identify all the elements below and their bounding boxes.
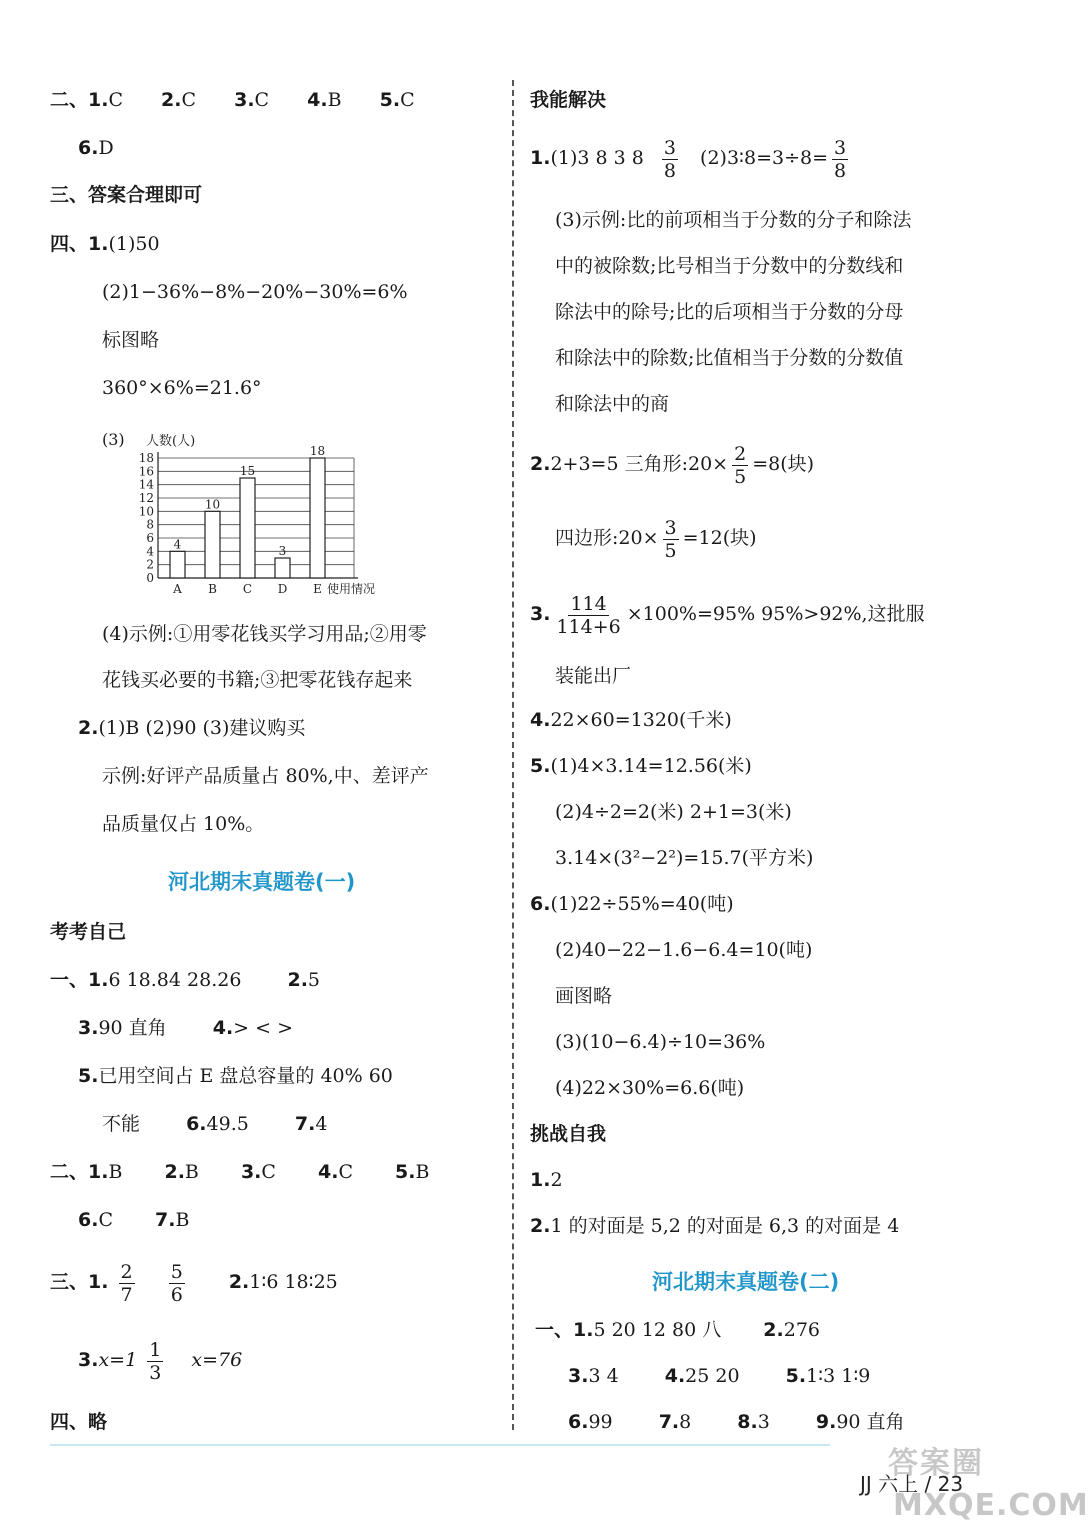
y-tick-label: 8 bbox=[146, 517, 154, 532]
bar-value-label: 10 bbox=[204, 497, 221, 512]
ans: 99 bbox=[588, 1411, 613, 1433]
ans: (2)3∶8=3÷8= bbox=[700, 147, 829, 169]
r-q1-3d: 和除法中的除数;比值相当于分数的分数值 bbox=[555, 347, 904, 369]
bar-value-label: 18 bbox=[309, 444, 326, 458]
fraction: $\frac{2}{5}$ bbox=[734, 442, 747, 488]
num: 2. bbox=[228, 1271, 250, 1293]
ans: ×100%=95% 95%>92%,这批服 bbox=[626, 603, 925, 625]
num: 4. bbox=[530, 709, 551, 731]
ans: 6 18.84 28.26 bbox=[108, 969, 242, 991]
ans: 22×60=1320(千米) bbox=[550, 709, 732, 731]
num: 7. bbox=[155, 1209, 176, 1231]
num: 2. bbox=[287, 969, 308, 991]
ans: x=76 bbox=[191, 1349, 243, 1371]
ans: =8(块) bbox=[752, 453, 815, 475]
q-si-1-4a: (4)示例:①用零花钱买学习用品;②用零 bbox=[102, 623, 427, 645]
r-q6d: (3)(10−6.4)÷10=36% bbox=[555, 1031, 766, 1053]
ans: 90 直角 bbox=[98, 1017, 167, 1039]
q-san2-row2 bbox=[78, 1336, 242, 1384]
q-si-1-4b: 花钱买必要的书籍;③把零花钱存起来 bbox=[102, 669, 413, 691]
r-yi-row2 bbox=[568, 1364, 870, 1388]
r-q3 bbox=[530, 590, 925, 638]
r-q2 bbox=[530, 440, 814, 488]
ans: 1∶6 18∶25 bbox=[249, 1271, 338, 1293]
num: 8. bbox=[737, 1411, 758, 1433]
ans: 2+3=5 三角形:20× bbox=[550, 453, 729, 475]
num: 3. bbox=[240, 1161, 262, 1183]
num: 四、1. bbox=[50, 233, 109, 255]
q-si-1-2: (2)1−36%−8%−20%−30%=6% bbox=[102, 281, 408, 303]
ans: 90 直角 bbox=[836, 1411, 905, 1433]
q-san: 三、答案合理即可 bbox=[50, 184, 203, 206]
num: 6. bbox=[78, 137, 99, 159]
num: 7. bbox=[658, 1411, 680, 1433]
x-axis-label: 使用情况 bbox=[327, 582, 376, 596]
num: 2. bbox=[530, 1215, 551, 1237]
ans: 1 的对面是 5,2 的对面是 6,3 的对面是 4 bbox=[550, 1215, 900, 1237]
r-q1 bbox=[530, 134, 852, 182]
x-tick-label: E bbox=[313, 582, 322, 596]
num: 4. bbox=[212, 1017, 234, 1039]
ans: (1)50 bbox=[108, 233, 160, 255]
ans: 49.5 bbox=[206, 1113, 249, 1135]
num: 3. bbox=[78, 1349, 99, 1371]
ans: (1)3 8 3 8 bbox=[550, 147, 644, 169]
y-tick-label: 0 bbox=[146, 571, 154, 585]
page-footer: JJ 六上 / 23 bbox=[860, 1472, 964, 1496]
num: 一、1. bbox=[535, 1319, 594, 1341]
ans: C bbox=[338, 1161, 353, 1183]
r-q5c: 3.14×(3²−2²)=15.7(平方米) bbox=[555, 847, 814, 869]
num: 5. bbox=[530, 755, 551, 777]
r-q1-3a: (3)示例:比的前项相当于分数的分子和除法 bbox=[555, 209, 912, 231]
ans: > < > bbox=[233, 1017, 294, 1039]
y-tick-label: 4 bbox=[146, 544, 154, 559]
num: 5. bbox=[785, 1365, 807, 1387]
r-yi-row3 bbox=[568, 1410, 905, 1434]
ans: C bbox=[108, 89, 123, 111]
ans: B bbox=[327, 89, 342, 111]
num: 2. bbox=[78, 717, 99, 739]
x-tick-label: B bbox=[208, 582, 217, 596]
r-q3b: 装能出厂 bbox=[555, 665, 632, 687]
ans: B bbox=[175, 1209, 190, 1231]
bar bbox=[205, 511, 220, 578]
ans: C bbox=[98, 1209, 113, 1231]
kaokao-heading: 考考自己 bbox=[50, 921, 127, 943]
r-q6e: (4)22×30%=6.6(吨) bbox=[555, 1077, 745, 1099]
ans: 1∶3 1∶9 bbox=[806, 1365, 871, 1387]
footer-rule bbox=[50, 1444, 830, 1446]
q-si-1-2c: 360°×6%=21.6° bbox=[102, 377, 262, 399]
q-si-1-2b: 标图略 bbox=[102, 329, 160, 351]
num: 1. bbox=[530, 1169, 551, 1191]
bar bbox=[240, 478, 255, 578]
ans: (1)B (2)90 (3)建议购买 bbox=[98, 717, 306, 739]
ans: x=1 bbox=[98, 1349, 138, 1371]
tiaozhan-heading: 挑战自我 bbox=[530, 1123, 607, 1145]
q-si-2 bbox=[78, 716, 305, 740]
ans: 5 bbox=[307, 969, 321, 991]
ans: 已用空间占 E 盘总容量的 40% 60 bbox=[98, 1065, 393, 1087]
bar-value-label: 3 bbox=[278, 544, 287, 558]
num: 9. bbox=[815, 1411, 837, 1433]
r-q6b: (2)40−22−1.6−6.4=10(吨) bbox=[555, 939, 813, 961]
num: 2. bbox=[763, 1319, 784, 1341]
fraction: $\frac{2}{7}$ bbox=[120, 1260, 133, 1306]
watermark-url: MXQE.COM bbox=[893, 1488, 1089, 1523]
num: 3. bbox=[568, 1365, 589, 1387]
num: 6. bbox=[186, 1113, 207, 1135]
fraction: $\frac{1}{3}$ bbox=[149, 1338, 162, 1384]
ans: B bbox=[415, 1161, 430, 1183]
ans: 2 bbox=[550, 1169, 563, 1191]
x-tick-label: C bbox=[242, 582, 253, 596]
ans: D bbox=[98, 137, 114, 159]
num: 2. bbox=[161, 89, 182, 111]
ans: C bbox=[400, 89, 415, 111]
q-si-1-3: (3) bbox=[102, 430, 125, 449]
ans: 276 bbox=[783, 1319, 820, 1341]
woneng-heading: 我能解决 bbox=[530, 89, 607, 111]
q-yi-row1 bbox=[50, 968, 320, 992]
bar-value-label: 4 bbox=[173, 537, 182, 552]
watermark-logo: 答案圈 bbox=[888, 1446, 984, 1481]
fraction: $\frac{5}{6}$ bbox=[170, 1260, 183, 1306]
y-axis-label: 人数(人) bbox=[146, 434, 196, 449]
r-q4 bbox=[530, 708, 732, 732]
section-title-1: 河北期末真题卷(一) bbox=[168, 870, 356, 894]
ans: 4 bbox=[315, 1113, 328, 1135]
num: 二、1. bbox=[50, 1161, 109, 1183]
ans: C bbox=[181, 89, 197, 111]
num: 7. bbox=[294, 1113, 316, 1135]
num: 2. bbox=[530, 453, 551, 475]
r-q1-3b: 中的被除数;比号相当于分数中的分数线和 bbox=[555, 255, 904, 277]
num: 6. bbox=[530, 893, 551, 915]
ans: 3 4 bbox=[588, 1365, 619, 1387]
x-tick-label: A bbox=[173, 582, 182, 596]
ans: =12(块) bbox=[682, 527, 757, 549]
num: 4. bbox=[317, 1161, 339, 1183]
y-tick-label: 14 bbox=[138, 477, 154, 492]
r-q1-3c: 除法中的除号;比的后项相当于分数的分母 bbox=[555, 301, 904, 323]
q-yi-row4 bbox=[102, 1112, 327, 1136]
bar-value-label: 15 bbox=[239, 464, 256, 478]
y-tick-label: 2 bbox=[146, 557, 154, 572]
ans: B bbox=[108, 1161, 123, 1183]
r-t2 bbox=[530, 1214, 899, 1238]
q-si-2b: 示例:好评产品质量占 80%,中、差评产 bbox=[102, 765, 429, 787]
ans: B bbox=[184, 1161, 199, 1183]
q-si-lue: 四、略 bbox=[50, 1411, 108, 1433]
r-q6c: 画图略 bbox=[555, 985, 613, 1007]
num: 5. bbox=[395, 1161, 416, 1183]
q-yi-row2 bbox=[78, 1016, 293, 1040]
r-q5 bbox=[530, 754, 752, 778]
r-q5b: (2)4÷2=2(米) 2+1=3(米) bbox=[555, 801, 792, 823]
bar bbox=[310, 458, 325, 578]
num: 2. bbox=[164, 1161, 185, 1183]
q-si-2c: 品质量仅占 10%。 bbox=[102, 813, 265, 835]
y-tick-label: 12 bbox=[138, 491, 154, 505]
q-si-1 bbox=[50, 232, 160, 256]
num: 6. bbox=[568, 1411, 589, 1433]
bar bbox=[170, 551, 185, 578]
num: 3. bbox=[530, 603, 551, 625]
ans: 8 bbox=[679, 1411, 692, 1433]
y-tick-label: 18 bbox=[138, 451, 154, 465]
num: 5. bbox=[78, 1065, 99, 1087]
num: 3. bbox=[234, 89, 255, 111]
num: 二、1. bbox=[50, 89, 109, 111]
num: 三、1. bbox=[50, 1271, 109, 1293]
ans: 四边形:20× bbox=[555, 527, 659, 549]
num: 3. bbox=[78, 1017, 99, 1039]
ans: 不能 bbox=[102, 1113, 141, 1135]
fraction: $\frac{3}{8}$ bbox=[834, 136, 847, 182]
y-tick-label: 6 bbox=[146, 531, 154, 545]
ans: (1)4×3.14=12.56(米) bbox=[550, 755, 752, 777]
fraction: $\frac{114}{114+6}$ bbox=[556, 592, 621, 638]
num: 1. bbox=[530, 147, 551, 169]
bar bbox=[275, 558, 290, 578]
ans: 5 20 12 80 八 bbox=[593, 1319, 722, 1341]
q-san2-row1 bbox=[50, 1258, 338, 1306]
num: 4. bbox=[664, 1365, 686, 1387]
q-er2-row1 bbox=[50, 1160, 429, 1184]
fraction: $\frac{3}{5}$ bbox=[664, 516, 677, 562]
q-yi-row3 bbox=[78, 1064, 393, 1088]
section-title-2: 河北期末真题卷(二) bbox=[652, 1270, 840, 1294]
column-divider bbox=[512, 80, 514, 1430]
y-tick-label: 10 bbox=[138, 504, 154, 519]
ans: (1)22÷55%=40(吨) bbox=[550, 893, 734, 915]
num: 5. bbox=[379, 89, 401, 111]
r-q2b bbox=[555, 514, 757, 562]
ans: 3 bbox=[757, 1411, 770, 1433]
x-tick-label: D bbox=[277, 582, 288, 596]
num: 4. bbox=[307, 89, 328, 111]
bar-chart bbox=[120, 432, 420, 598]
r-yi-row1 bbox=[535, 1318, 820, 1342]
r-q6 bbox=[530, 892, 734, 916]
ans: C bbox=[254, 89, 270, 111]
ans: 25 20 bbox=[685, 1365, 740, 1387]
num: 6. bbox=[78, 1209, 99, 1231]
fraction: $\frac{3}{8}$ bbox=[663, 136, 676, 182]
y-tick-label: 16 bbox=[138, 464, 154, 479]
num: 一、1. bbox=[50, 969, 109, 991]
q-er-row1 bbox=[50, 88, 415, 112]
q-er2-row2 bbox=[78, 1208, 189, 1232]
ans: C bbox=[261, 1161, 276, 1183]
r-t1 bbox=[530, 1168, 563, 1192]
q-er-row2 bbox=[78, 136, 114, 160]
r-q1-3e: 和除法中的商 bbox=[555, 393, 670, 415]
